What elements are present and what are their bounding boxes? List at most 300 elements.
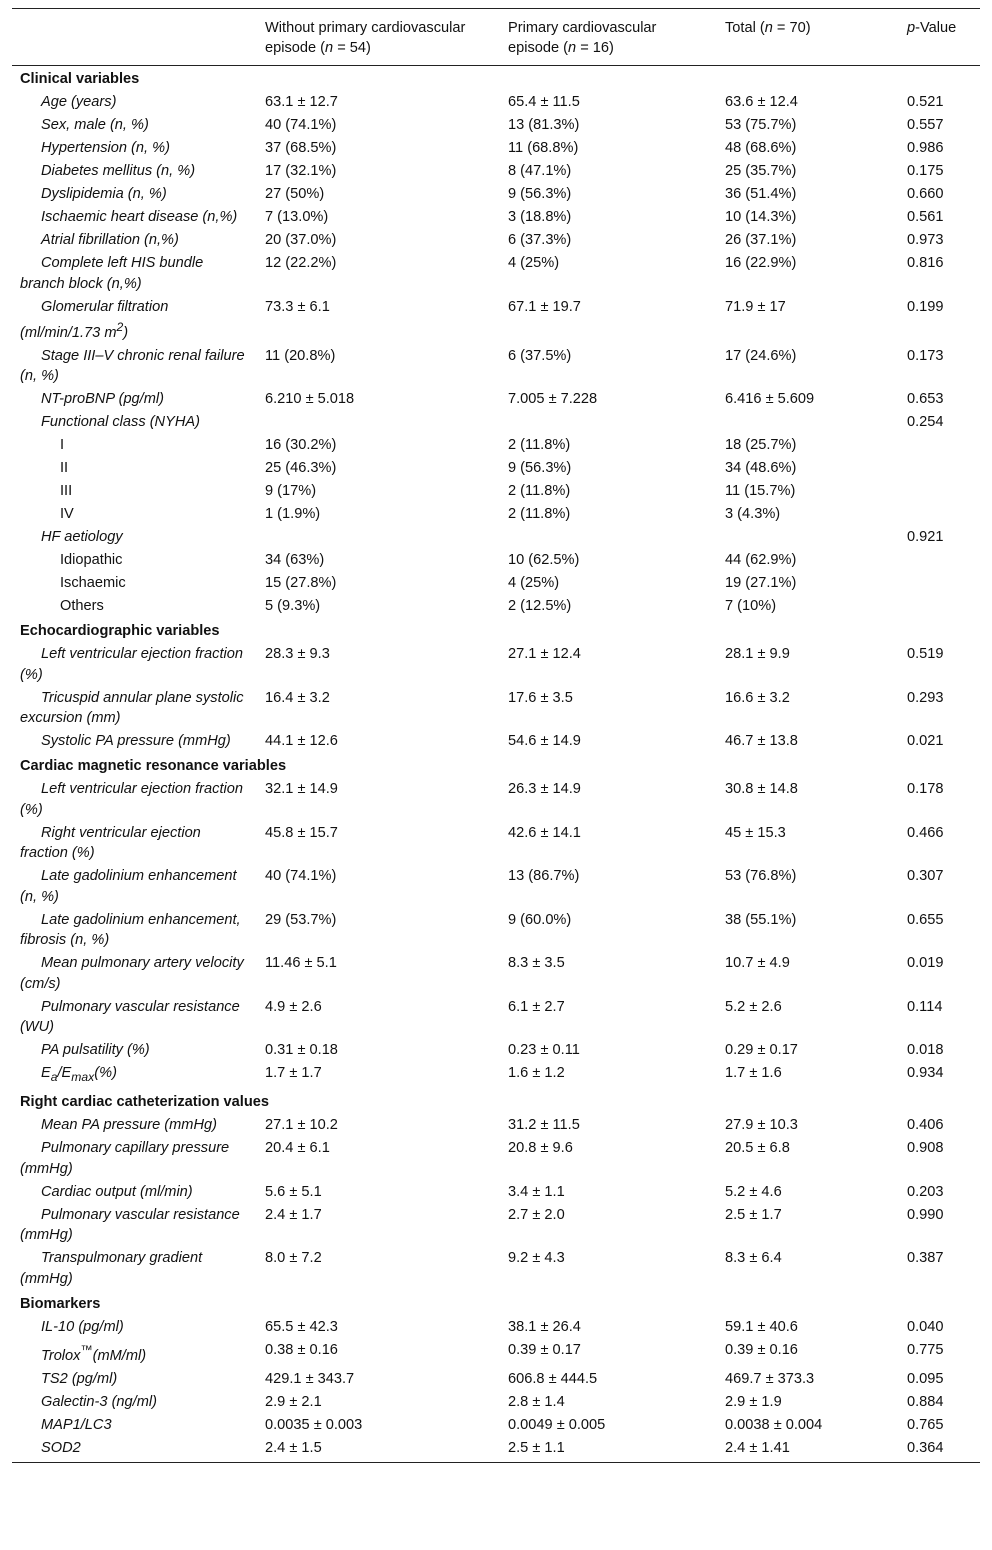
cell-p-value: 0.203	[907, 1183, 944, 1200]
cell-total: 3 (4.3%)	[725, 506, 781, 523]
row-label-text: )	[123, 324, 129, 341]
row-label-text: Mean PA pressure (mmHg)	[41, 1117, 217, 1134]
row-label-text: II	[60, 460, 69, 477]
cell-p-value: 0.655	[907, 911, 944, 928]
row-label	[12, 1391, 257, 1414]
row-label-text: (mM/ml)	[92, 1347, 147, 1364]
cell-without-episode: 28.3 ± 9.3	[265, 646, 330, 663]
table-row	[12, 572, 980, 595]
cell-total: 8.3 ± 6.4	[725, 1250, 782, 1267]
table-row	[12, 1114, 980, 1137]
cell-p-value	[899, 480, 980, 503]
cell-without-episode: 32.1 ± 14.9	[265, 781, 338, 798]
row-label-text: Late gadolinium enhancement, fibrosis (n, %)	[20, 911, 241, 949]
cell-p-value	[899, 572, 980, 595]
section-title: Biomarkers	[20, 1295, 101, 1312]
cell-p-value: 0.986	[907, 140, 944, 156]
row-label-text: HF aetiology	[41, 529, 123, 546]
cell-total: 20.5 ± 6.8	[725, 1140, 790, 1157]
row-label-text: I	[60, 437, 65, 454]
cell-total: 0.0038 ± 0.004	[725, 1416, 823, 1433]
row-label-text: Late gadolinium enhancement (n, %)	[20, 868, 237, 905]
cell-total: 5.2 ± 2.6	[725, 998, 782, 1015]
cell-p-value: 0.095	[907, 1370, 944, 1387]
row-label-text: Functional class (NYHA)	[41, 414, 200, 431]
cell-with-episode	[500, 526, 717, 549]
table-row	[12, 457, 980, 480]
data-table-container	[12, 8, 980, 1463]
cell-without-episode: 6.210 ± 5.018	[265, 391, 355, 408]
cell-without-episode: 4.9 ± 2.6	[265, 998, 322, 1015]
row-label-text: SOD2	[41, 1439, 81, 1456]
cell-p-value: 0.884	[907, 1393, 944, 1410]
table-row	[12, 1316, 980, 1339]
cell-without-episode: 25 (46.3%)	[265, 460, 337, 477]
cell-p-value: 0.653	[907, 391, 944, 408]
table-row	[12, 822, 980, 866]
cell-p-value: 0.040	[907, 1318, 944, 1335]
row-label-text: Complete left HIS bundle branch block (n,%)	[20, 255, 204, 292]
cell-without-episode: 1.7 ± 1.7	[265, 1065, 322, 1082]
table-row	[12, 296, 980, 345]
row-label-text: TS2 (pg/ml)	[41, 1370, 118, 1387]
table-row	[12, 160, 980, 183]
cell-without-episode: 1 (1.9%)	[265, 506, 321, 523]
table-row	[12, 1204, 980, 1248]
cell-with-episode: 2.7 ± 2.0	[508, 1206, 565, 1223]
cell-p-value: 0.990	[907, 1206, 944, 1223]
table-row	[12, 952, 980, 996]
row-label	[12, 206, 257, 229]
cell-total: 26 (37.1%)	[725, 232, 797, 248]
cell-without-episode: 0.38 ± 0.16	[265, 1341, 338, 1358]
row-label	[12, 503, 257, 526]
row-label	[12, 526, 257, 549]
cell-with-episode: 4 (25%)	[508, 575, 560, 592]
cell-p-value: 0.254	[907, 414, 944, 431]
row-label	[12, 1204, 257, 1248]
cell-with-episode: 2.8 ± 1.4	[508, 1393, 565, 1410]
table-row	[12, 549, 980, 572]
cell-p-value: 0.765	[907, 1416, 944, 1433]
row-label	[12, 1039, 257, 1062]
row-label	[12, 434, 257, 457]
superscript: 2	[116, 320, 124, 334]
table-row	[12, 480, 980, 503]
cell-without-episode: 20 (37.0%)	[265, 232, 337, 248]
cell-total: 2.4 ± 1.41	[725, 1439, 790, 1456]
row-label	[12, 1437, 257, 1463]
cell-p-value: 0.387	[907, 1250, 944, 1267]
header-row	[12, 9, 980, 66]
row-label-text: Hypertension (n, %)	[41, 140, 170, 156]
cell-p-value: 0.908	[907, 1140, 944, 1157]
cell-total: 10.7 ± 4.9	[725, 955, 790, 972]
cell-total: 16.6 ± 3.2	[725, 689, 790, 706]
subscript: max	[71, 1070, 95, 1085]
cell-with-episode: 2 (12.5%)	[508, 598, 572, 615]
row-label-text: Diabetes mellitus (n, %)	[41, 163, 196, 179]
row-label	[12, 91, 257, 114]
table-row	[12, 114, 980, 137]
cell-p-value: 0.019	[907, 955, 944, 972]
section-title: Echocardiographic variables	[20, 623, 220, 640]
row-label	[12, 345, 257, 389]
cell-p-value: 0.561	[907, 209, 944, 225]
table-row	[12, 778, 980, 822]
cell-with-episode: 67.1 ± 19.7	[508, 298, 581, 315]
row-label	[12, 457, 257, 480]
table-row	[12, 137, 980, 160]
table-row	[12, 643, 980, 687]
cell-total	[717, 526, 899, 549]
table-row	[12, 206, 980, 229]
cell-with-episode: 0.39 ± 0.17	[508, 1341, 581, 1358]
row-label-text: NT-proBNP (pg/ml)	[41, 391, 164, 408]
row-label-text: Stage III–V chronic renal failure (n, %)	[20, 347, 245, 385]
cell-total: 5.2 ± 4.6	[725, 1183, 782, 1200]
cell-p-value: 0.114	[907, 998, 943, 1015]
cell-with-episode: 8 (47.1%)	[508, 163, 572, 179]
row-label	[12, 1247, 257, 1291]
row-label-text: IL-10 (pg/ml)	[41, 1318, 124, 1335]
table-row	[12, 595, 980, 618]
cell-with-episode: 3.4 ± 1.1	[508, 1183, 565, 1200]
cell-total: 11 (15.7%)	[725, 483, 796, 500]
cell-p-value: 0.521	[907, 94, 944, 110]
cell-total: 18 (25.7%)	[725, 437, 797, 454]
section-row	[12, 1089, 980, 1114]
cell-without-episode: 29 (53.7%)	[265, 911, 337, 928]
cell-p-value: 0.178	[907, 781, 944, 798]
table-row	[12, 526, 980, 549]
cell-without-episode: 5 (9.3%)	[265, 598, 321, 615]
row-label-text: Atrial fibrillation (n,%)	[41, 232, 179, 248]
row-label	[12, 595, 257, 618]
cell-without-episode	[257, 526, 500, 549]
row-label-text: III	[60, 483, 73, 500]
cell-total: 17 (24.6%)	[725, 347, 797, 364]
table-body	[12, 66, 980, 1463]
row-label-text: Galectin-3 (ng/ml)	[41, 1393, 157, 1410]
cell-total: 34 (48.6%)	[725, 460, 797, 477]
cell-without-episode: 15 (27.8%)	[265, 575, 337, 592]
row-label	[12, 643, 257, 687]
table-row	[12, 388, 980, 411]
cell-total: 48 (68.6%)	[725, 140, 797, 156]
cell-without-episode: 9 (17%)	[265, 483, 317, 500]
cell-with-episode: 27.1 ± 12.4	[508, 646, 581, 663]
cell-with-episode: 20.8 ± 9.6	[508, 1140, 573, 1157]
cell-p-value	[899, 434, 980, 457]
cell-total: 36 (51.4%)	[725, 186, 797, 202]
table-row	[12, 1414, 980, 1437]
cell-total: 19 (27.1%)	[725, 575, 797, 592]
cell-total: 2.9 ± 1.9	[725, 1393, 782, 1410]
cell-with-episode: 1.6 ± 1.2	[508, 1065, 565, 1082]
cell-p-value: 0.175	[907, 163, 944, 179]
cell-p-value: 0.406	[907, 1117, 944, 1134]
cell-p-value: 0.466	[907, 824, 944, 841]
cell-p-value: 0.816	[907, 255, 944, 271]
row-label-text: Pulmonary vascular resistance (mmHg)	[20, 1206, 240, 1244]
row-label	[12, 480, 257, 503]
row-label	[12, 549, 257, 572]
cell-p-value: 0.018	[907, 1042, 944, 1059]
row-label-text: MAP1/LC3	[41, 1416, 112, 1433]
cell-with-episode: 2 (11.8%)	[508, 506, 571, 523]
row-label-text: Pulmonary vascular resistance (WU)	[20, 998, 240, 1036]
row-label	[12, 1339, 257, 1368]
row-label-text: E	[41, 1065, 51, 1082]
table-row	[12, 1391, 980, 1414]
cell-without-episode: 40 (74.1%)	[265, 117, 337, 133]
cell-total: 0.39 ± 0.16	[725, 1341, 798, 1358]
cell-without-episode: 429.1 ± 343.7	[265, 1370, 355, 1387]
row-label	[12, 1062, 257, 1089]
cell-total: 38 (55.1%)	[725, 911, 797, 928]
row-label	[12, 388, 257, 411]
cell-p-value	[899, 549, 980, 572]
cell-with-episode: 4 (25%)	[508, 255, 560, 271]
row-label	[12, 1114, 257, 1137]
cell-with-episode: 17.6 ± 3.5	[508, 689, 573, 706]
cell-with-episode: 2 (11.8%)	[508, 483, 571, 500]
cell-without-episode: 5.6 ± 5.1	[265, 1183, 322, 1200]
row-label	[12, 296, 257, 345]
row-label-text: IV	[60, 506, 74, 523]
cell-without-episode: 16.4 ± 3.2	[265, 689, 330, 706]
cell-total: 27.9 ± 10.3	[725, 1117, 798, 1134]
cell-without-episode: 40 (74.1%)	[265, 868, 337, 885]
row-label	[12, 1414, 257, 1437]
row-label-text: (%)	[94, 1065, 117, 1082]
section-title: Right cardiac catheterization values	[20, 1094, 269, 1111]
section-row	[12, 1291, 980, 1316]
row-label	[12, 909, 257, 953]
cell-without-episode: 11.46 ± 5.1	[265, 955, 337, 972]
table-row	[12, 1039, 980, 1062]
cell-p-value: 0.364	[907, 1439, 944, 1456]
header-without-episode: Without primary cardiovascular episode (n = 54)	[265, 20, 466, 56]
header-with-episode: Primary cardiovascular episode (n = 16)	[508, 20, 657, 56]
row-label	[12, 1368, 257, 1391]
cell-total: 45 ± 15.3	[725, 824, 786, 841]
row-label-text: Dyslipidemia (n, %)	[41, 186, 167, 202]
cell-total: 53 (76.8%)	[725, 868, 797, 885]
cell-with-episode: 31.2 ± 11.5	[508, 1117, 580, 1134]
cell-without-episode: 0.31 ± 0.18	[265, 1042, 338, 1059]
table-header	[12, 9, 980, 66]
row-label	[12, 252, 257, 296]
cell-with-episode: 6 (37.5%)	[508, 347, 572, 364]
cell-without-episode: 20.4 ± 6.1	[265, 1140, 330, 1157]
section-row	[12, 618, 980, 643]
cell-p-value: 0.021	[907, 733, 944, 750]
cell-with-episode: 9 (60.0%)	[508, 911, 572, 928]
cell-total: 63.6 ± 12.4	[725, 94, 798, 110]
table-row	[12, 1368, 980, 1391]
cell-total: 25 (35.7%)	[725, 163, 797, 179]
table-row	[12, 865, 980, 909]
row-label	[12, 730, 257, 753]
cell-with-episode	[500, 411, 717, 434]
cell-without-episode: 27.1 ± 10.2	[265, 1117, 338, 1134]
cell-total	[717, 411, 899, 434]
cell-with-episode: 6.1 ± 2.7	[508, 998, 565, 1015]
table-row	[12, 687, 980, 731]
cell-p-value: 0.775	[907, 1341, 944, 1358]
cell-total: 7 (10%)	[725, 598, 777, 615]
row-label-text: Age (years)	[41, 94, 117, 110]
section-title: Clinical variables	[20, 71, 140, 87]
table-row	[12, 503, 980, 526]
cell-p-value	[899, 503, 980, 526]
cell-with-episode: 606.8 ± 444.5	[508, 1370, 598, 1387]
cell-p-value: 0.199	[907, 298, 944, 315]
table-row	[12, 1062, 980, 1089]
cell-p-value	[899, 457, 980, 480]
row-label	[12, 778, 257, 822]
row-label	[12, 1181, 257, 1204]
cell-with-episode: 11 (68.8%)	[508, 140, 579, 156]
row-label	[12, 572, 257, 595]
header-p-value: p-Value	[907, 20, 957, 36]
cell-without-episode: 63.1 ± 12.7	[265, 94, 338, 110]
cell-without-episode: 7 (13.0%)	[265, 209, 329, 225]
cell-with-episode: 7.005 ± 7.228	[508, 391, 598, 408]
cell-without-episode: 2.9 ± 2.1	[265, 1393, 322, 1410]
row-label	[12, 183, 257, 206]
section-row	[12, 66, 980, 92]
table-row	[12, 91, 980, 114]
cell-with-episode: 2.5 ± 1.1	[508, 1439, 565, 1456]
row-label	[12, 822, 257, 866]
cell-total: 10 (14.3%)	[725, 209, 797, 225]
cell-with-episode: 26.3 ± 14.9	[508, 781, 581, 798]
row-label-text: Tricuspid annular plane systolic excursion (mm)	[20, 689, 244, 727]
cell-total: 53 (75.7%)	[725, 117, 797, 133]
cell-p-value: 0.307	[907, 868, 944, 885]
cell-p-value: 0.921	[907, 529, 944, 546]
cell-with-episode: 42.6 ± 14.1	[508, 824, 581, 841]
cell-without-episode: 12 (22.2%)	[265, 255, 337, 271]
row-label-text: Left ventricular ejection fraction (%)	[20, 781, 243, 818]
section-row	[12, 753, 980, 778]
table-row	[12, 996, 980, 1040]
table-row	[12, 345, 980, 389]
row-label	[12, 687, 257, 731]
row-label	[12, 229, 257, 252]
cell-with-episode: 13 (86.7%)	[508, 868, 580, 885]
cell-without-episode: 73.3 ± 6.1	[265, 298, 330, 315]
cell-with-episode: 2 (11.8%)	[508, 437, 571, 454]
row-label	[12, 952, 257, 996]
cell-with-episode: 38.1 ± 26.4	[508, 1318, 581, 1335]
cell-without-episode: 45.8 ± 15.7	[265, 824, 338, 841]
row-label	[12, 996, 257, 1040]
cell-without-episode: 2.4 ± 1.5	[265, 1439, 322, 1456]
cell-with-episode: 8.3 ± 3.5	[508, 955, 565, 972]
row-label-text: Glomerular filtration (ml/min/1.73 m	[20, 298, 169, 341]
cell-total: 46.7 ± 13.8	[725, 733, 798, 750]
cell-total: 6.416 ± 5.609	[725, 391, 815, 408]
cell-without-episode: 11 (20.8%)	[265, 347, 336, 364]
cell-with-episode: 9 (56.3%)	[508, 460, 572, 477]
cell-with-episode: 9 (56.3%)	[508, 186, 572, 202]
row-label-text: Ischaemic heart disease (n,%)	[41, 209, 238, 225]
table-row	[12, 1339, 980, 1368]
row-label-text: Mean pulmonary artery velocity (cm/s)	[20, 955, 244, 992]
cell-without-episode: 34 (63%)	[265, 552, 325, 569]
cell-p-value: 0.519	[907, 646, 944, 663]
cell-without-episode: 27 (50%)	[265, 186, 325, 202]
row-label-text: Pulmonary capillary pressure (mmHg)	[20, 1140, 230, 1177]
cell-total: 28.1 ± 9.9	[725, 646, 790, 663]
cell-with-episode: 54.6 ± 14.9	[508, 733, 581, 750]
cell-p-value: 0.173	[907, 347, 944, 364]
row-label	[12, 1316, 257, 1339]
cell-total: 1.7 ± 1.6	[725, 1065, 782, 1082]
data-table	[12, 8, 980, 1463]
cell-without-episode	[257, 411, 500, 434]
row-label	[12, 865, 257, 909]
cell-without-episode: 37 (68.5%)	[265, 140, 337, 156]
row-label-text: Sex, male (n, %)	[41, 117, 149, 133]
table-row	[12, 229, 980, 252]
row-label-text: Cardiac output (ml/min)	[41, 1183, 193, 1200]
cell-without-episode: 16 (30.2%)	[265, 437, 337, 454]
row-label-text: /E	[57, 1065, 72, 1082]
cell-without-episode: 17 (32.1%)	[265, 163, 337, 179]
row-label-text: Trolox	[41, 1347, 81, 1364]
table-row	[12, 1437, 980, 1463]
table-row	[12, 1247, 980, 1291]
cell-with-episode: 10 (62.5%)	[508, 552, 580, 569]
row-label-text: Right ventricular ejection fraction (%)	[20, 824, 201, 862]
cell-total: 71.9 ± 17	[725, 298, 786, 315]
table-row	[12, 730, 980, 753]
cell-without-episode: 2.4 ± 1.7	[265, 1206, 322, 1223]
cell-with-episode: 9.2 ± 4.3	[508, 1250, 565, 1267]
superscript: ™	[80, 1342, 93, 1357]
row-label-text: PA pulsatility (%)	[41, 1042, 150, 1059]
cell-with-episode: 65.4 ± 11.5	[508, 94, 580, 110]
cell-without-episode: 8.0 ± 7.2	[265, 1250, 322, 1267]
cell-with-episode: 0.0049 ± 0.005	[508, 1416, 606, 1433]
row-label-text: Idiopathic	[60, 552, 123, 569]
cell-total: 59.1 ± 40.6	[725, 1318, 798, 1335]
table-row	[12, 411, 980, 434]
table-row	[12, 434, 980, 457]
row-label-text: Ischaemic	[60, 575, 126, 592]
header-total: Total (n = 70)	[725, 20, 811, 36]
table-row	[12, 183, 980, 206]
row-label-text: Left ventricular ejection fraction (%)	[20, 646, 243, 683]
table-row	[12, 1181, 980, 1204]
cell-total: 469.7 ± 373.3	[725, 1370, 815, 1387]
row-label	[12, 1137, 257, 1181]
cell-p-value: 0.660	[907, 186, 944, 202]
table-row	[12, 1137, 980, 1181]
table-row	[12, 909, 980, 953]
cell-p-value	[899, 595, 980, 618]
cell-p-value: 0.934	[907, 1065, 944, 1082]
row-label	[12, 411, 257, 434]
cell-without-episode: 65.5 ± 42.3	[265, 1318, 338, 1335]
cell-total: 2.5 ± 1.7	[725, 1206, 782, 1223]
cell-with-episode: 3 (18.8%)	[508, 209, 572, 225]
